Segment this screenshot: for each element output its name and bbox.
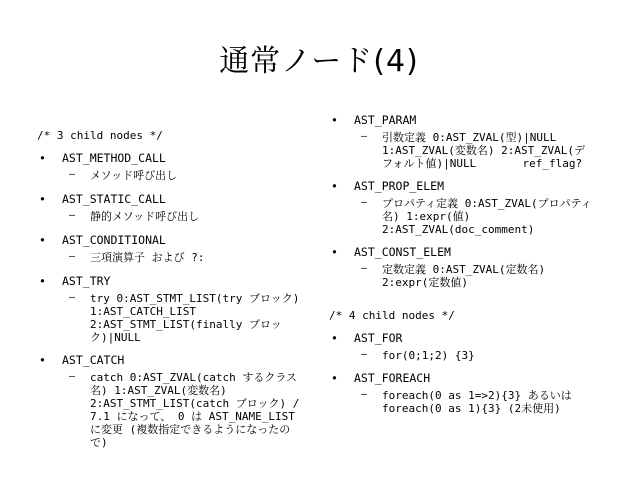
comment-4-child-nodes: /* 4 child nodes */	[329, 309, 455, 322]
bullet-icon: •	[331, 179, 338, 193]
list-item-ast-const-elem	[329, 245, 609, 259]
item-label: AST_STATIC_CALL	[62, 192, 166, 206]
sub-item-text: catch 0:AST_ZVAL(catch するクラス 名) 1:AST_ZVAL(変数名) 2:AST_STMT_LIST(catch ブロック) / 7.1 になって、 0 は AST_NAME_LIST に変更 (複数指定できるようになったの で)	[90, 371, 300, 449]
sub-item-text: メソッド呼び出し	[90, 169, 178, 182]
item-label: AST_CATCH	[62, 353, 125, 367]
list-item-ast-try	[37, 274, 309, 288]
dash-icon: –	[361, 349, 368, 360]
list-item-ast-static-call	[37, 192, 309, 206]
bullet-icon: •	[39, 353, 46, 367]
sub-item-text: 三項演算子 および ?:	[90, 251, 205, 264]
sub-item	[329, 263, 609, 289]
dash-icon: –	[361, 389, 368, 400]
bullet-icon: •	[39, 274, 46, 288]
bullet-icon: •	[331, 371, 338, 385]
list-item-ast-foreach	[329, 371, 609, 385]
item-label: AST_PROP_ELEM	[354, 179, 445, 193]
list-item-ast-for	[329, 331, 609, 345]
item-label: AST_METHOD_CALL	[62, 151, 166, 165]
bullet-icon: •	[39, 233, 46, 247]
dash-icon: –	[361, 131, 368, 142]
bullet-icon: •	[331, 331, 338, 345]
sub-item-text: for(0;1;2) {3}	[382, 349, 475, 362]
dash-icon: –	[361, 263, 368, 274]
sub-item	[37, 169, 309, 183]
dash-icon: –	[69, 292, 76, 303]
sub-item-text: try 0:AST_STMT_LIST(try ブロック) 1:AST_CATCH_LIST 2:AST_STMT_LIST(finally ブロッ ク)|NULL	[90, 292, 300, 344]
list-item-ast-method-call	[37, 151, 309, 165]
item-label: AST_TRY	[62, 274, 111, 288]
bullet-icon: •	[331, 245, 338, 259]
spacer	[329, 289, 609, 309]
item-label: AST_CONST_ELEM	[354, 245, 451, 259]
sub-item-text: プロパティ定義 0:AST_ZVAL(プロパティ 名) 1:expr(値) 2:AST_ZVAL(doc_comment)	[382, 197, 592, 236]
sub-item	[37, 292, 309, 344]
dash-icon: –	[69, 169, 76, 180]
sub-item-text: foreach(0 as 1=>2){3} あるいは foreach(0 as 1){3} (2未使用)	[382, 389, 572, 415]
sub-item-text: 引数定義 0:AST_ZVAL(型)|NULL 1:AST_ZVAL(変数名) 2:AST_ZVAL(デ フォルト値)|NULL ref_flag?	[382, 131, 585, 170]
dash-icon: –	[69, 371, 76, 382]
sub-item-text: 静的メソッド呼び出し	[90, 210, 200, 223]
item-label: AST_FOR	[354, 331, 403, 345]
list-item-ast-catch	[37, 353, 309, 367]
comment-3-child-nodes: /* 3 child nodes */	[37, 129, 163, 142]
slide-title: 通常ノード(4)	[219, 44, 419, 79]
dash-icon: –	[69, 251, 76, 262]
right-column	[329, 113, 609, 415]
sub-item	[329, 197, 609, 236]
bullet-icon: •	[39, 192, 46, 206]
list-item-ast-conditional	[37, 233, 309, 247]
dash-icon: –	[361, 197, 368, 208]
bullet-icon: •	[39, 151, 46, 165]
sub-item	[37, 210, 309, 224]
item-label: AST_FOREACH	[354, 371, 431, 385]
item-label: AST_CONDITIONAL	[62, 233, 166, 247]
sub-item	[37, 251, 309, 265]
left-column	[37, 129, 309, 449]
sub-item	[329, 349, 609, 362]
item-label: AST_PARAM	[354, 113, 417, 127]
sub-item	[329, 389, 609, 415]
list-item-ast-prop-elem	[329, 179, 609, 193]
list-item-ast-param	[329, 113, 609, 127]
dash-icon: –	[69, 210, 76, 221]
sub-item-text: 定数定義 0:AST_ZVAL(定数名) 2:expr(定数値)	[382, 263, 546, 289]
sub-item	[329, 131, 609, 170]
bullet-icon: •	[331, 113, 338, 127]
sub-item	[37, 371, 309, 449]
